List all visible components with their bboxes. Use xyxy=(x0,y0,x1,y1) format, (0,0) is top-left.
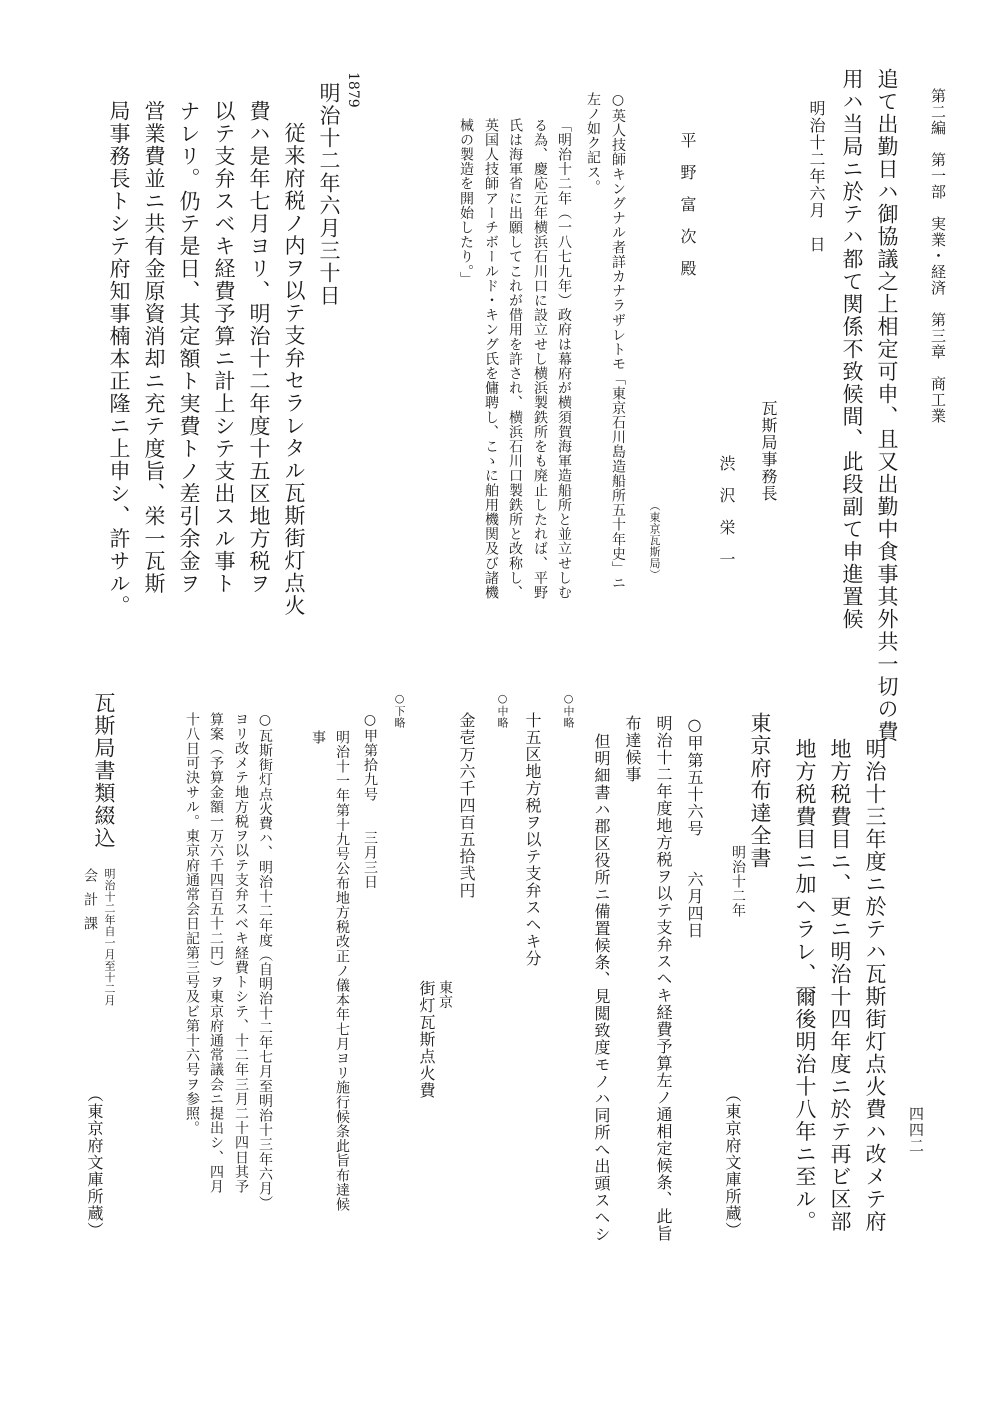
entry-line: 従来府税ノ内ヲ以テ支弁セラレタル瓦斯街灯点火 xyxy=(282,122,306,617)
notice2-line: 明治十一年第十九号公布地方税改正ノ儀本年七月ヨリ施行候条此旨布達候 xyxy=(334,730,350,1212)
omitted-marker: ○下略 xyxy=(393,692,406,729)
budget-amount: 金壱万六千四百五拾弐円 xyxy=(457,712,476,899)
document-date: 明治十二年六月 日 xyxy=(807,100,826,253)
entry-line: ナレリ。仍テ是日、其定額ト実費トノ差引余金ヲ xyxy=(177,100,201,595)
archive-source: （東京府文庫所蔵） xyxy=(85,1086,104,1239)
budget-heading: 十五区地方税ヲ以テ支弁スヘキ分 xyxy=(523,712,542,967)
note2-line: ○瓦斯街灯点火費ハ、明治十二年度（自明治十二年七月至明治十三年六月） xyxy=(257,712,273,1211)
entry-line: 局事務長トシテ府知事楠本正隆ニ上申シ、許サル。 xyxy=(107,100,131,618)
entry-line: 費ハ是年七月ヨリ、明治十二年度十五区地方税ヲ xyxy=(247,100,271,595)
note2-line: 算案（予算金額一万六千四百五十二円）ヲ東京府通常議会ニ提出シ、四月 xyxy=(208,712,224,1194)
running-title: 第二編 第一部 実業・経済 第三章 商工業 xyxy=(929,88,947,424)
budget-item: 街灯瓦斯点火費 xyxy=(417,980,436,1099)
omitted-marker: ○中略 xyxy=(496,692,509,729)
archive-period: 明治十二年自一月至十二月 xyxy=(103,868,116,1006)
continuation-line: 地方税費目ニ加ヘラレ、爾後明治十八年ニ至ル。 xyxy=(793,738,817,1233)
archive-dept: 会計課 xyxy=(82,868,98,940)
source-archive: （東京府文庫所蔵） xyxy=(723,1086,742,1239)
source-title: 東京府布達全書 xyxy=(748,712,772,870)
source-citation: （東京瓦斯局） xyxy=(648,500,661,581)
note-line: る為、慶応元年横浜石川口に設立せし横浜製鉄所をも廃止したれば、平野 xyxy=(532,118,548,600)
continuation-line: 地方税費目ニ、更ニ明治十四年度ニ於テ再ビ区部 xyxy=(828,738,852,1233)
entry-year-ad: 1879 xyxy=(345,72,361,108)
continuation-line: 明治十三年度ニ於テハ瓦斯街灯点火費ハ改メテ府 xyxy=(863,738,887,1233)
entry-line: 以テ支弁スベキ経費予算ニ計上シテ支出スル事ト xyxy=(212,100,236,595)
note-line: 英国人技師アーチボールド・キング氏を傭聘し、こゝに舶用機関及び諸機 xyxy=(483,118,499,600)
note2-line: ヨリ改メテ地方税ヲ以テ支弁スベキ経費トシテ、十二年三月二十四日其予 xyxy=(233,712,249,1194)
source-year: 明治十二年 xyxy=(730,845,746,918)
notice-header: ○甲第五十六号 六月四日 xyxy=(685,715,704,939)
omitted-marker: ○中略 xyxy=(562,692,575,729)
note-line: 「明治十二年（一八七九年）政府は幕府が横須賀海軍造船所と並立せしむ xyxy=(556,118,572,600)
entry-line: 営業費並ニ共有金原資消却ニ充テ度旨、栄一瓦斯 xyxy=(142,100,166,595)
note-line: ○英人技師キングナル者詳カナラザレトモ「東京石川島造船所五十年史」ニ xyxy=(610,92,626,591)
note-line: 械の製造を開始したり。」 xyxy=(458,118,474,287)
notice-line: 布達候事 xyxy=(623,715,642,783)
entry-date: 明治十二年六月三十日 xyxy=(317,82,341,307)
page-number: 四四二 xyxy=(907,1106,925,1154)
addressee: 平野富次殿 xyxy=(678,132,697,292)
archive-title: 瓦斯局書類綴込 xyxy=(92,692,116,850)
note2-line: 十八日可決サル。東京府通常会日記第三号及ビ第十六号ヲ参照。 xyxy=(184,712,200,1136)
notice-line: 但明細書ハ郡区役所ニ備置候条、見閲致度モノハ同所へ出頭スヘシ xyxy=(592,733,611,1243)
document-line: 追て出勤日ハ御協議之上相定可申、且又出勤中食事其外共一切の費 xyxy=(875,68,899,743)
notice2-header: ○甲第拾九号 三月三日 xyxy=(362,712,378,890)
sender-office: 瓦斯局事務長 xyxy=(759,400,778,502)
sender-name: 渋沢栄一 xyxy=(717,455,736,583)
note-line: 氏は海軍省に出願してこれが借用を許され、横浜石川口製鉄所と改称し、 xyxy=(507,118,523,600)
notice2-line: 事 xyxy=(310,730,326,745)
notice-line: 明治十二年度地方税ヲ以テ支弁スヘキ経費予算左ノ通相定候条、此旨 xyxy=(654,715,673,1242)
budget-item-prefix: 東京 xyxy=(437,980,453,1010)
note-line: 左ノ如ク記ス。 xyxy=(585,92,601,195)
document-line: 用ハ当局ニ於テハ都て関係不致候間、此段副て申進置候 xyxy=(840,68,864,631)
